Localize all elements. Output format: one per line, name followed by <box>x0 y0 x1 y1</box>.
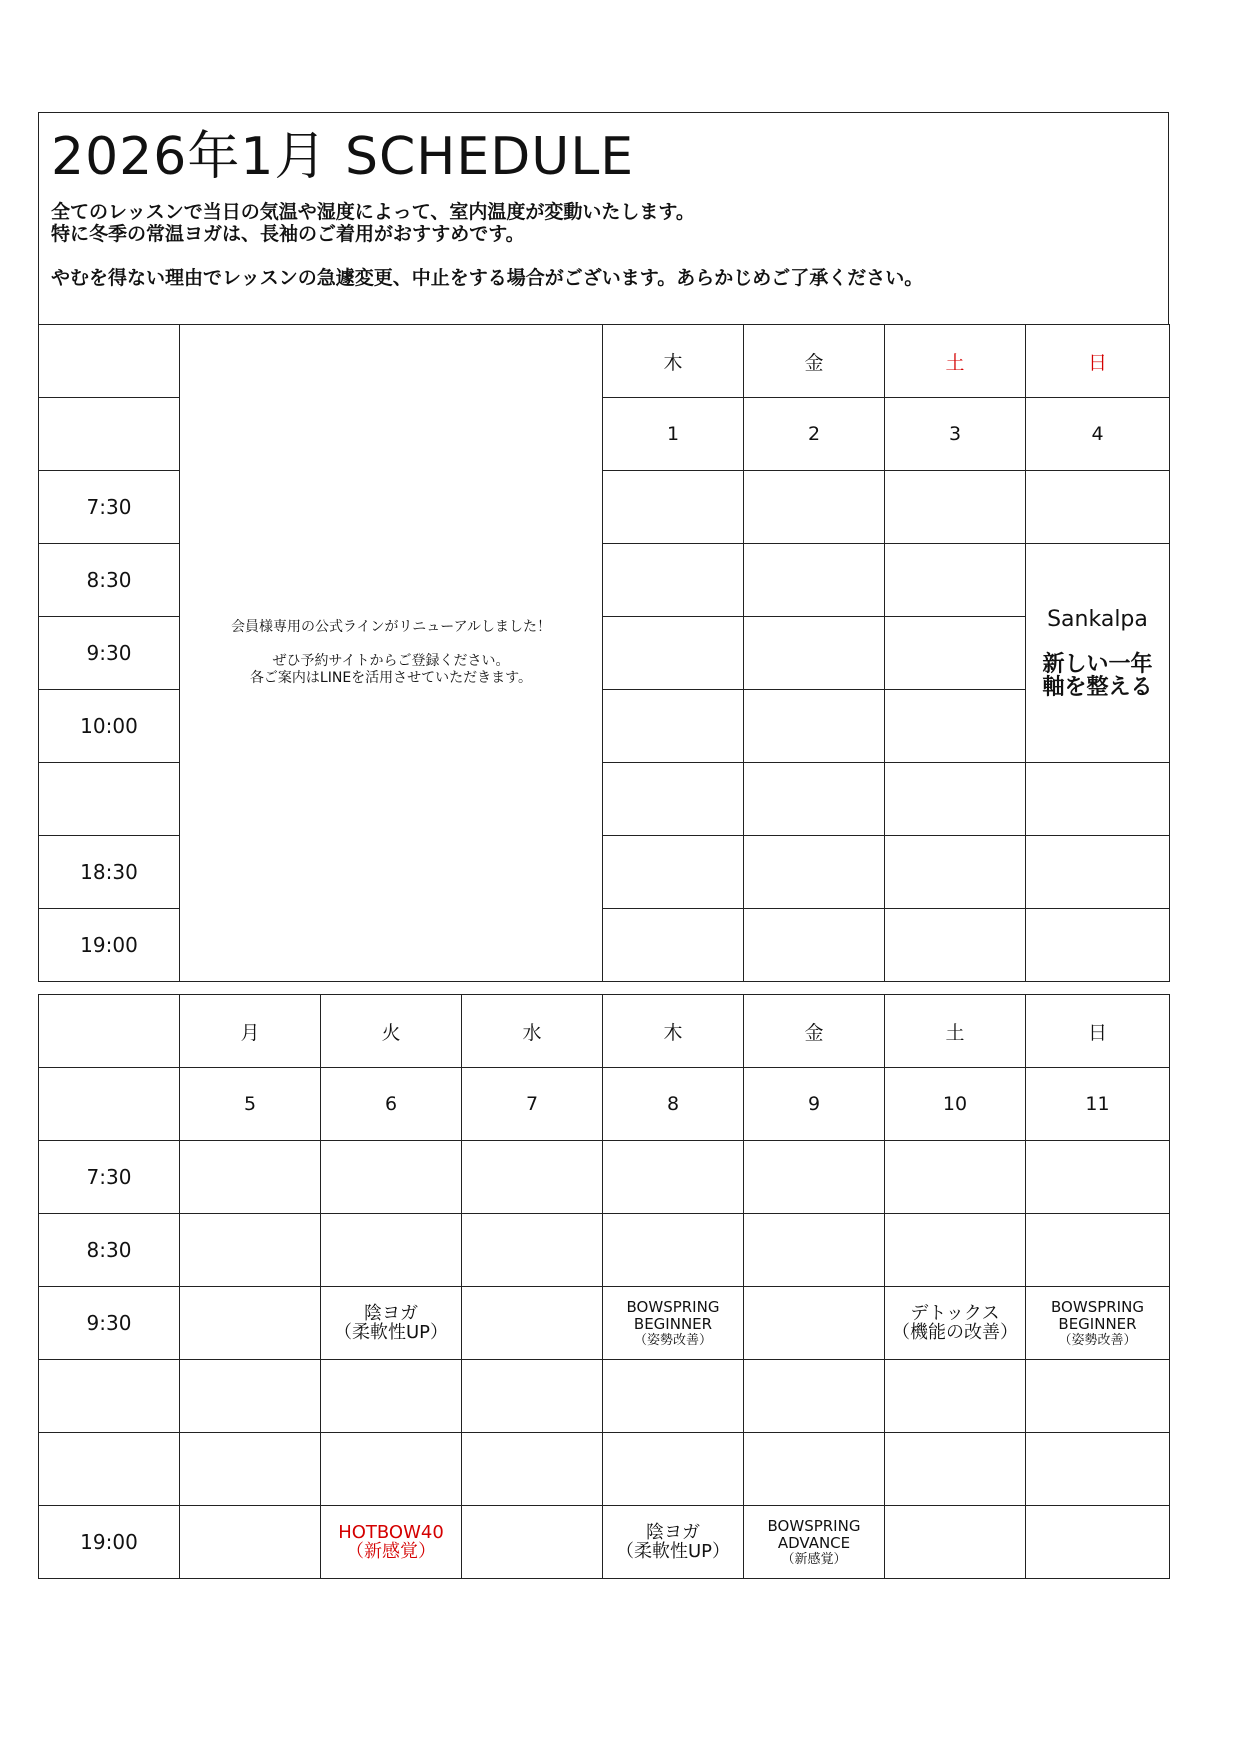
date-cell: 7 <box>462 1068 603 1141</box>
day-header-mon: 月 <box>180 995 321 1068</box>
time-cell: 7:30 <box>39 1141 180 1214</box>
line-notice <box>180 325 603 982</box>
time-cell <box>39 1360 180 1433</box>
day-header-sun: 日 <box>1026 995 1170 1068</box>
date-cell: 9 <box>744 1068 885 1141</box>
class-bowspring-beginner[interactable]: BOWSPRING BEGINNER （姿勢改善） <box>603 1287 744 1360</box>
class-detox[interactable]: デトックス （機能の改善） <box>885 1287 1026 1360</box>
date-cell: 1 <box>603 398 744 471</box>
time-cell: 9:30 <box>39 617 180 690</box>
date-cell: 8 <box>603 1068 744 1141</box>
day-header-wed: 水 <box>462 995 603 1068</box>
date-cell: 11 <box>1026 1068 1170 1141</box>
schedule-page <box>38 112 1169 1579</box>
day-header-sat: 土 <box>885 995 1026 1068</box>
date-cell: 2 <box>744 398 885 471</box>
class-hotbow40[interactable]: HOTBOW40 （新感覚） <box>321 1506 462 1579</box>
time-cell: 8:30 <box>39 544 180 617</box>
time-cell: 7:30 <box>39 471 180 544</box>
class-bowspring-beginner[interactable]: BOWSPRING BEGINNER （姿勢改善） <box>1026 1287 1170 1360</box>
time-cell: 18:30 <box>39 836 180 909</box>
time-cell: 19:00 <box>39 1506 180 1579</box>
time-cell: 8:30 <box>39 1214 180 1287</box>
date-cell: 10 <box>885 1068 1026 1141</box>
sankalpa-name: Sankalpa <box>1047 606 1148 632</box>
week1-table <box>38 324 1170 982</box>
class-bowspring-advance[interactable]: BOWSPRING ADVANCE （新感覚） <box>744 1506 885 1579</box>
day-header-fri: 金 <box>744 325 885 398</box>
time-cell: 9:30 <box>39 1287 180 1360</box>
notice-line-2: ぜひ予約サイトからご登録ください。 <box>272 653 510 669</box>
class-yin-yoga[interactable]: 陰ヨガ （柔軟性UP） <box>321 1287 462 1360</box>
note-cancellation: やむを得ない理由でレッスンの急遽変更、中止をする場合がございます。あらかじめご了承ください。 <box>51 267 924 289</box>
date-cell: 4 <box>1026 398 1170 471</box>
day-header-thu: 木 <box>603 325 744 398</box>
corner-cell <box>39 995 180 1068</box>
corner-cell <box>39 398 180 471</box>
time-cell <box>39 1433 180 1506</box>
notes <box>51 201 1168 289</box>
corner-cell <box>39 325 180 398</box>
note-temperature: 全てのレッスンで当日の気温や湿度によって、室内温度が変動いたします。 <box>51 201 695 223</box>
date-cell: 3 <box>885 398 1026 471</box>
date-cell: 5 <box>180 1068 321 1141</box>
date-cell: 6 <box>321 1068 462 1141</box>
notice-line-1: 会員様専用の公式ラインがリニューアルしました！ <box>230 619 552 635</box>
note-long-sleeves: 特に冬季の常温ヨガは、長袖のご着用がおすすめです。 <box>51 223 525 245</box>
corner-cell <box>39 1068 180 1141</box>
time-cell: 10:00 <box>39 690 180 763</box>
notice-line-3: 各ご案内はLINEを活用させていただきます。 <box>249 670 533 686</box>
week2-table <box>38 994 1170 1579</box>
page-title: 2026年1月 SCHEDULE <box>51 127 635 187</box>
schedule-header <box>38 112 1169 324</box>
sankalpa-class[interactable] <box>1026 544 1170 763</box>
sankalpa-line-1: 新しい一年 <box>1042 651 1153 677</box>
day-header-fri: 金 <box>744 995 885 1068</box>
day-header-thu: 木 <box>603 995 744 1068</box>
day-header-tue: 火 <box>321 995 462 1068</box>
day-header-sun: 日 <box>1026 325 1170 398</box>
time-cell: 19:00 <box>39 909 180 982</box>
day-header-sat: 土 <box>885 325 1026 398</box>
sankalpa-line-2: 軸を整える <box>1042 674 1153 700</box>
class-yin-yoga[interactable]: 陰ヨガ （柔軟性UP） <box>603 1506 744 1579</box>
time-cell <box>39 763 180 836</box>
